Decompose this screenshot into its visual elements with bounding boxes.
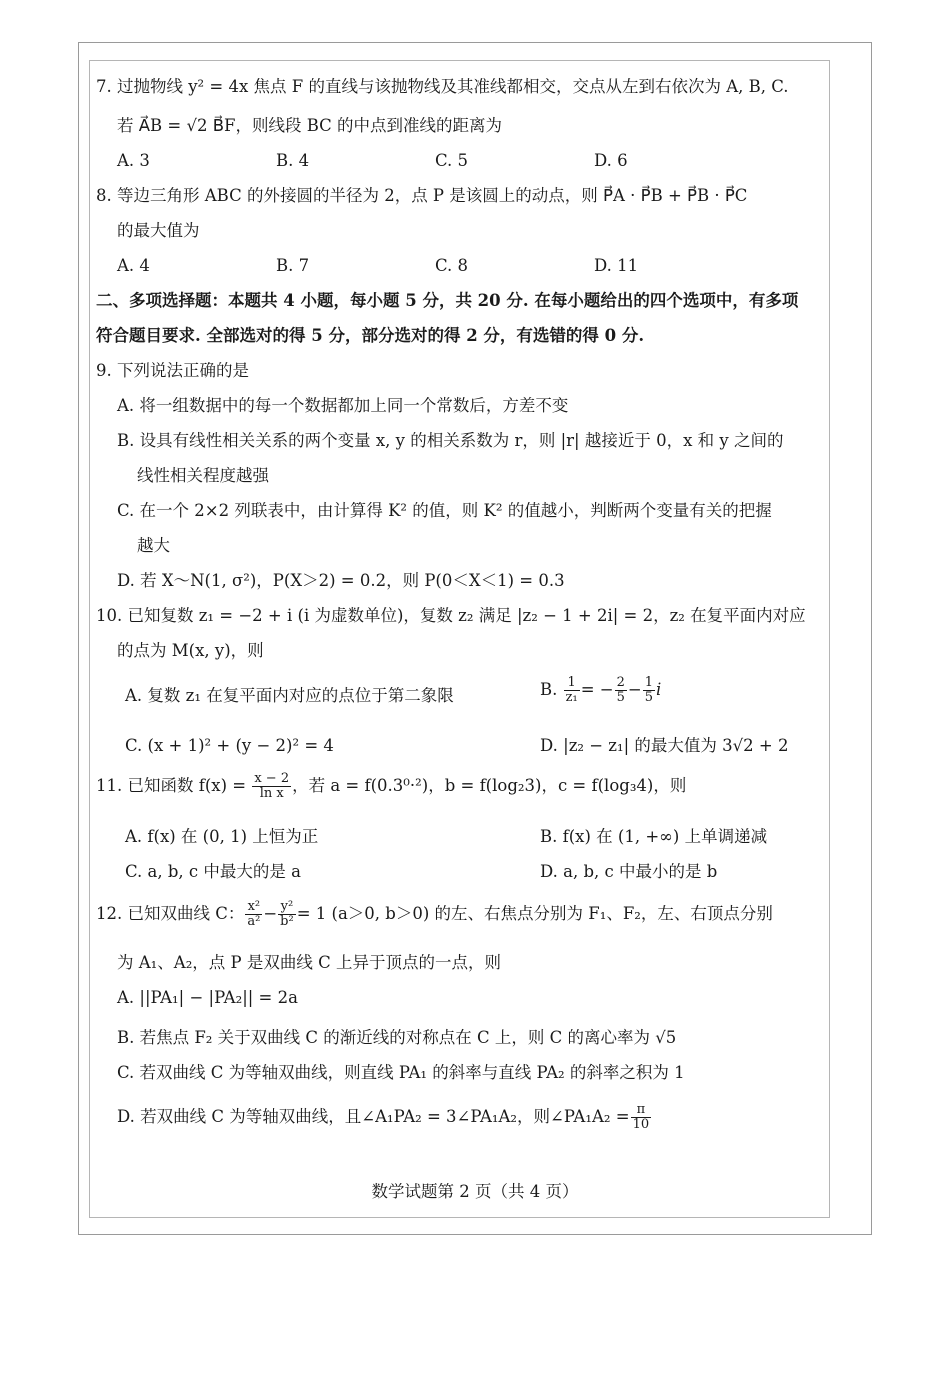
q10-option-a: A. 复数 z₁ 在复平面内对应的点位于第二象限: [125, 686, 454, 705]
q8-option-b: B. 7: [276, 256, 310, 275]
q10-option-b: B. $\frac{1}{\text{z₁}}$ = − $\frac{2}{5}$ − $\frac{1}{5}$ i: [540, 675, 662, 705]
q9-option-d: D. 若 X～N(1, σ²)，P(X＞2) = 0.2，则 P(0＜X＜1) = 0.3: [117, 571, 565, 590]
q9-option-b-line1: B. 设具有线性相关关系的两个变量 x, y 的相关系数为 r，则 |r| 越接近于 0，x 和 y 之间的: [117, 431, 784, 450]
q11-option-c: C. a, b, c 中最大的是 a: [125, 862, 301, 881]
section2-instructions-line1: 二、多项选择题：本题共 4 小题，每小题 5 分，共 20 分. 在每小题给出的四个选项中，有多项: [96, 291, 799, 310]
q12-option-d: D. 若双曲线 C 为等轴双曲线，且∠A₁PA₂ = 3∠PA₁A₂，则∠PA₁A₂ = $\frac{\pi}{10}$: [117, 1102, 650, 1132]
q12-fraction-x: $\frac{\text{x²}}{\text{a²}}$: [247, 899, 261, 929]
page-footer: 数学试题第 2 页（共 4 页）: [371, 1182, 579, 1201]
q8-option-d: D. 11: [594, 256, 639, 275]
q11-stem: 11. 已知函数 f(x) = $\frac{x - 2}{\text{ln x}}$ ，若 a = f(0.3⁰·²)，b = f(log₂3)，c = f(log₃4)，则: [96, 771, 687, 801]
q9-option-b-line2: 线性相关程度越强: [137, 466, 269, 485]
q7-option-c: C. 5: [435, 151, 469, 170]
q12-d-fraction: $\frac{\pi}{10}$: [632, 1102, 650, 1132]
q10-stem-line2: 的点为 M(x, y)，则: [117, 641, 264, 660]
section2-instructions-line2: 符合题目要求. 全部选对的得 5 分，部分选对的得 2 分，有选错的得 0 分.: [96, 326, 645, 345]
q10-b-fraction-2: $\frac{2}{5}$: [616, 675, 625, 705]
q12-stem-line2: 为 A₁、A₂，点 P 是双曲线 C 上异于顶点的一点，则: [117, 953, 502, 972]
q8-stem-line1: 8. 等边三角形 ABC 的外接圆的半径为 2，点 P 是该圆上的动点，则 P⃗A · P⃗B + P⃗B · P⃗C: [96, 186, 748, 205]
q7-stem-line1: 7. 过抛物线 y² = 4x 焦点 F 的直线与该抛物线及其准线都相交，交点从左到右依次为 A, B, C.: [96, 77, 789, 96]
q7-option-b: B. 4: [276, 151, 310, 170]
q9-option-c-line1: C. 在一个 2×2 列联表中，由计算得 K² 的值，则 K² 的值越小，判断两个变量有关的把握: [117, 501, 772, 520]
q11-option-a: A. f(x) 在 (0, 1) 上恒为正: [125, 827, 319, 846]
q9-option-c-line2: 越大: [137, 536, 170, 555]
q10-stem-line1: 10. 已知复数 z₁ = −2 + i (i 为虚数单位)，复数 z₂ 满足 |z₂ − 1 + 2i| = 2，z₂ 在复平面内对应: [96, 606, 806, 625]
q10-option-d: D. |z₂ − z₁| 的最大值为 3√2 + 2: [540, 736, 789, 755]
q9-stem: 9. 下列说法正确的是: [96, 361, 249, 380]
q10-b-fraction-3: $\frac{1}{5}$: [644, 675, 653, 705]
q12-fraction-y: $\frac{\text{y²}}{\text{b²}}$: [280, 899, 294, 929]
q11-function-fraction: $\frac{x - 2}{\text{ln x}}$: [254, 771, 290, 801]
q12-stem-line1: 12. 已知双曲线 C： $\frac{\text{x²}}{\text{a²}}$ − $\frac{\text{y²}}{\text{b²}}$ = 1 (a＞0, b＞0) 的左、右焦点分别为 F₁、F₂，左、右顶点分别: [96, 899, 773, 929]
q7-stem-line2: 若 A⃗B = √2 B⃗F，则线段 BC 的中点到准线的距离为: [117, 116, 503, 135]
q12-option-a: A. ||PA₁| − |PA₂|| = 2a: [117, 988, 298, 1007]
q11-option-d: D. a, b, c 中最小的是 b: [540, 862, 718, 881]
q7-option-d: D. 6: [594, 151, 628, 170]
q12-option-b: B. 若焦点 F₂ 关于双曲线 C 的渐近线的对称点在 C 上，则 C 的离心率为 √5: [117, 1028, 677, 1047]
q8-option-a: A. 4: [117, 256, 150, 275]
q11-option-b: B. f(x) 在 (1, +∞) 上单调递减: [540, 827, 768, 846]
q10-b-fraction-1: $\frac{1}{\text{z₁}}$: [565, 675, 578, 705]
q8-stem-line2: 的最大值为: [117, 221, 200, 240]
q9-option-a: A. 将一组数据中的每一个数据都加上同一个常数后，方差不变: [117, 396, 569, 415]
q12-option-c: C. 若双曲线 C 为等轴双曲线，则直线 PA₁ 的斜率与直线 PA₂ 的斜率之积为 1: [117, 1063, 685, 1082]
q7-option-a: A. 3: [117, 151, 150, 170]
q8-option-c: C. 8: [435, 256, 469, 275]
q10-option-c: C. (x + 1)² + (y − 2)² = 4: [125, 736, 334, 755]
